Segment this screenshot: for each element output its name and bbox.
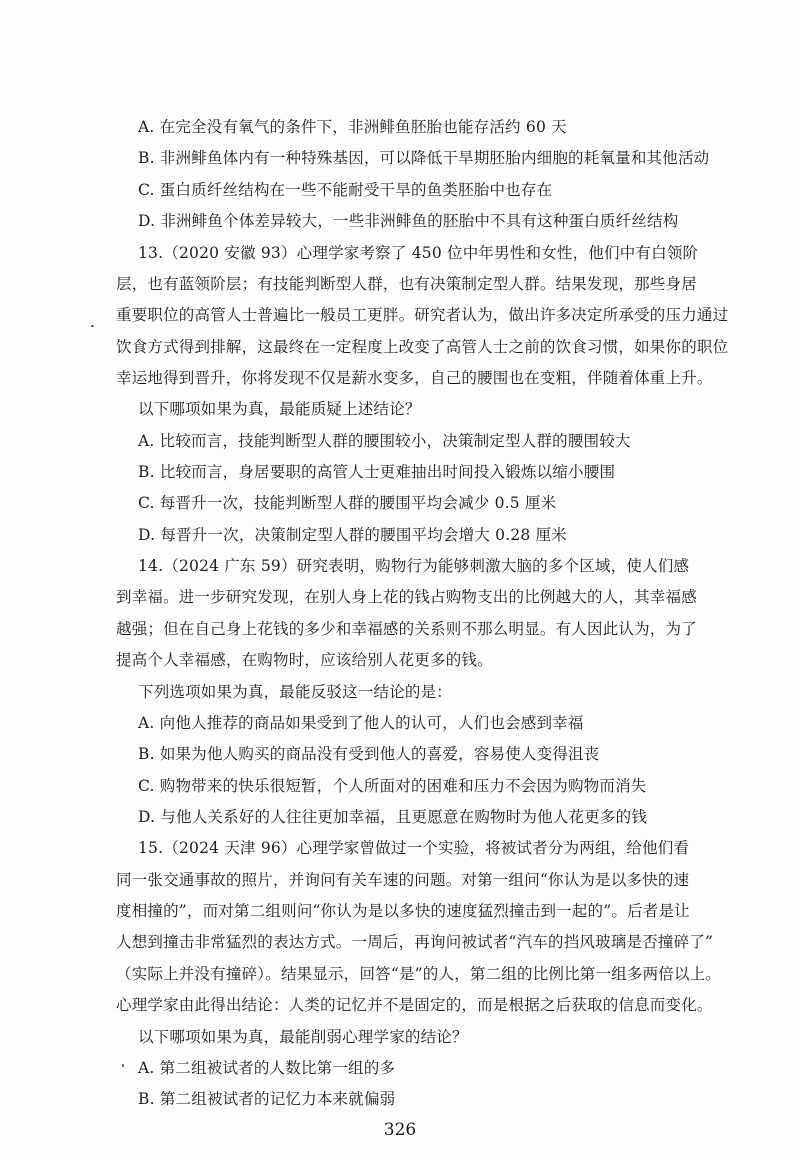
q15-stem-line-6: 心理学家由此得出结论：人类的记忆并不是固定的，而是根据之后获取的信息而变化。 [116, 996, 713, 1015]
q12-option-b: B. 非洲鲱鱼体内有一种特殊基因，可以降低干旱期胚胎内细胞的耗氧量和其他活动 [138, 149, 710, 168]
q14-option-a: A. 向他人推荐的商品如果受到了他人的认可，人们也会感到幸福 [138, 713, 584, 732]
q13-option-d: D. 每晋升一次，决策制定型人群的腰围平均会增大 0.28 厘米 [138, 525, 567, 544]
q13-stem-line-4: 饮食方式得到排解，这最终在一定程度上改变了高管人士之前的饮食习惯，如果你的职位 [116, 337, 729, 356]
q15-question: 以下哪项如果为真，最能削弱心理学家的结论？ [138, 1027, 468, 1046]
q14-stem-line-1: 14.（2024 广东 59）研究表明，购物行为能够刺激大脑的多个区域，使人们感 [138, 557, 690, 576]
q14-stem-line-2: 到幸福。进一步研究发现，在别人身上花的钱占购物支出的比例越大的人，其幸福感 [116, 588, 697, 607]
q13-stem-line-1: 13.（2020 安徽 93）心理学家考察了 450 位中年男性和女性，他们中有白领阶 [138, 243, 699, 262]
q14-option-b: B. 如果为他人购买的商品没有受到他人的喜爱，容易使人变得沮丧 [138, 745, 600, 764]
q14-stem-line-4: 提高个人幸福感，在购物时，应该给别人花更多的钱。 [116, 651, 493, 670]
q12-option-a: A. 在完全没有氧气的条件下，非洲鲱鱼胚胎也能存活约 60 天 [138, 118, 567, 136]
q14-option-c: C. 购物带来的快乐很短暂，个人所面对的困难和压力不会因为购物而消失 [138, 776, 647, 795]
q15-stem-line-3: 度相撞的”，而对第二组则问“你认为是以多快的速度猛烈撞击到一起的”。后者是让 [116, 902, 690, 921]
q14-option-d: D. 与他人关系好的人往往更加幸福，且更愿意在购物时为他人花更多的钱 [138, 808, 648, 826]
q15-stem-line-5: （实际上并没有撞碎）。结果显示，回答“是”的人，第二组的比例比第一组多两倍以上。 [116, 964, 722, 983]
q13-option-a: A. 比较而言，技能判断型人群的腰围较小，决策制定型人群的腰围较大 [138, 431, 631, 450]
q13-option-b: B. 比较而言，身居要职的高管人士更难抽出时间投入锻炼以缩小腰围 [138, 463, 616, 481]
q15-stem-line-2: 同一张交通事故的照片，并询问有关车速的问题。对第一组问“你认为是以多快的速 [116, 870, 690, 889]
scan-speck [91, 325, 94, 327]
q14-question: 下列选项如果为真，最能反驳这一结论的是： [138, 682, 453, 701]
q13-option-c: C. 每晋升一次，技能判断型人群的腰围平均会减少 0.5 厘米 [138, 494, 557, 513]
page-number: 326 [383, 1120, 417, 1140]
q15-option-a: A. 第二组被试者的人数比第一组的多 [138, 1058, 396, 1077]
q15-stem-line-4: 人想到撞击非常猛烈的表达方式。一周后，再询问被试者“汽车的挡风玻璃是否撞碎了” [116, 933, 714, 952]
q12-option-c: C. 蛋白质纤丝结构在一些不能耐受干旱的鱼类胚胎中也存在 [138, 180, 553, 199]
q12-option-d: D. 非洲鲱鱼个体差异较大，一些非洲鲱鱼的胚胎中不具有这种蛋白质纤丝结构 [138, 212, 679, 231]
q14-stem-line-3: 越强；但在自己身上花钱的多少和幸福感的关系则不那么明显。有人因此认为，为了 [116, 619, 697, 638]
q13-question: 以下哪项如果为真，最能质疑上述结论？ [138, 400, 421, 419]
q15-option-b: B. 第二组被试者的记忆力本来就偏弱 [138, 1090, 396, 1109]
q15-stem-line-1: 15.（2024 天津 96）心理学家曾做过一个实验，将被试者分为两组，给他们看 [138, 839, 690, 858]
scan-speck [122, 1064, 124, 1067]
q13-stem-line-5: 幸运地得到晋升，你将发现不仅是薪水变多，自己的腰围也在变粗，伴随着体重上升。 [116, 368, 713, 387]
q13-stem-line-2: 层，也有蓝领阶层；有技能判断型人群，也有决策制定型人群。结果发现，那些身居 [116, 274, 697, 293]
q13-stem-line-3: 重要职位的高管人士普遍比一般员工更胖。研究者认为，做出许多决定所承受的压力通过 [116, 306, 729, 325]
